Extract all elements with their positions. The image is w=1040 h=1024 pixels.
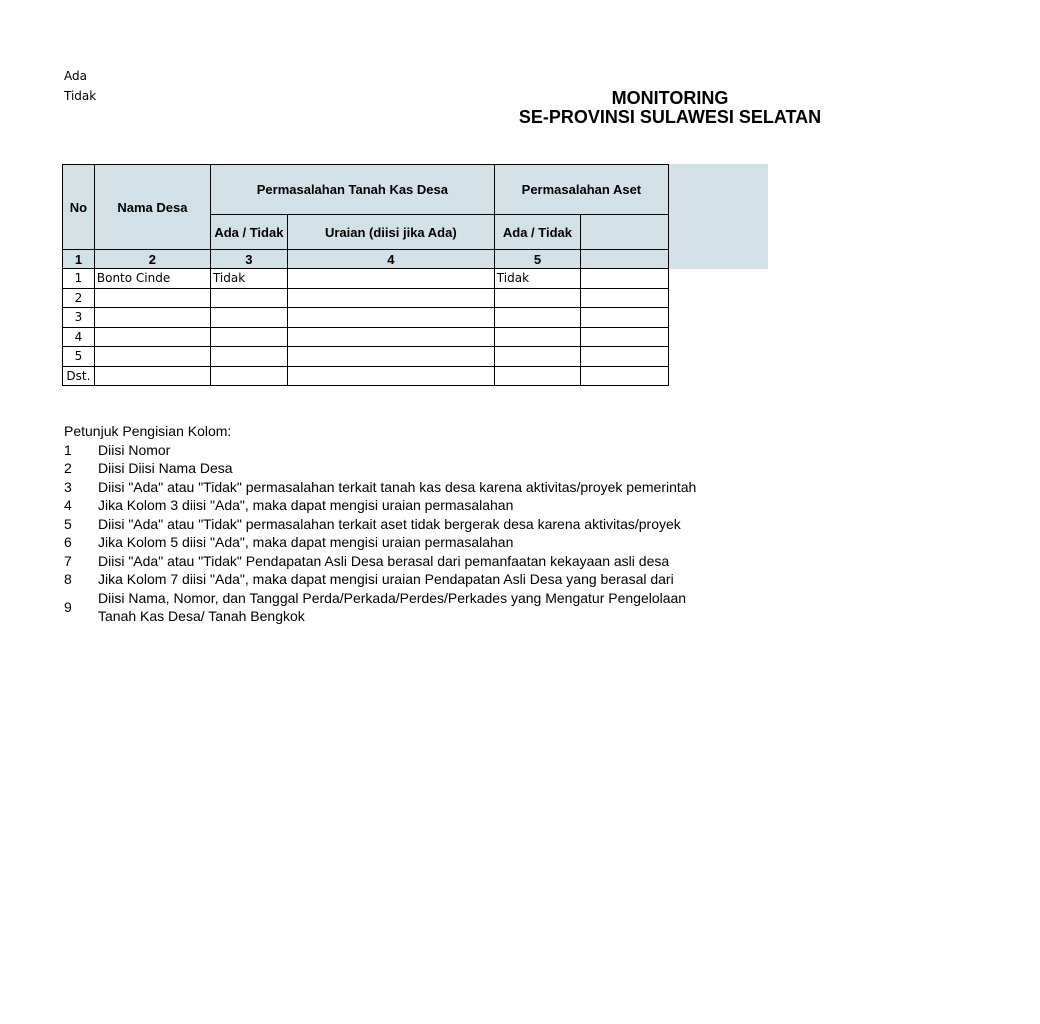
header-uraian-4: Uraian (diisi jika Ada): [287, 215, 494, 250]
header-ada-tidak-5: Ada / Tidak: [494, 215, 580, 250]
col-number-4: 4: [287, 250, 494, 269]
table-row: [63, 308, 669, 328]
list-item: [64, 533, 514, 552]
col-number-6: [581, 250, 669, 269]
list-item: [64, 589, 687, 627]
list-item: [64, 552, 670, 571]
row-no[interactable]: 4: [63, 327, 95, 347]
list-item: [64, 478, 697, 497]
row-uraian-6[interactable]: [581, 347, 669, 367]
row-nama-desa[interactable]: [94, 366, 210, 386]
instruction-number: 5: [64, 515, 72, 532]
instruction-number: 8: [64, 571, 72, 587]
instruction-number: 1: [64, 441, 72, 458]
instruction-text: Jika Kolom 7 diisi "Ada", maka dapat mengisi uraian Pendapatan Asli Desa yang berasal dari: [98, 571, 674, 587]
instructions: [64, 422, 697, 627]
instructions-heading: Petunjuk Pengisian Kolom:: [64, 423, 232, 439]
row-uraian-4[interactable]: [287, 308, 494, 328]
row-uraian-4[interactable]: [287, 269, 494, 289]
table-row: [63, 366, 669, 386]
header-fill-overflow: [669, 164, 768, 269]
instruction-text: Diisi "Ada" atau "Tidak" permasalahan terkait aset tidak bergerak desa karena aktivitas/proyek: [98, 515, 681, 532]
row-no[interactable]: Dst.: [63, 366, 95, 386]
page-title-line1: MONITORING: [611, 88, 729, 108]
list-item: [64, 496, 514, 515]
row-ada-tidak-5[interactable]: [494, 347, 580, 367]
row-ada-tidak-5[interactable]: [494, 366, 580, 386]
instruction-number: 9: [64, 598, 72, 615]
row-no[interactable]: 3: [63, 308, 95, 328]
row-ada-tidak-5[interactable]: [494, 308, 580, 328]
monitoring-table: [62, 164, 669, 386]
instruction-number: 7: [64, 552, 72, 569]
row-ada-tidak-5[interactable]: Tidak: [494, 269, 580, 289]
instruction-number: 4: [64, 497, 72, 513]
instruction-text: Diisi Nama, Nomor, dan Tanggal Perda/Perkada/Perdes/Perkades yang Mengatur Pengelolaan Tanah Kas Desa/ Tanah Bengkok: [98, 589, 687, 624]
instruction-text: Jika Kolom 5 diisi "Ada", maka dapat mengisi uraian permasalahan: [98, 534, 514, 550]
header-permasalahan-aset: Permasalahan Aset: [494, 165, 668, 215]
row-nama-desa[interactable]: [94, 327, 210, 347]
row-uraian-6[interactable]: [581, 366, 669, 386]
list-item: [64, 570, 674, 589]
page-title-line2: SE-PROVINSI SULAWESI SELATAN: [518, 107, 822, 127]
table-row: [63, 327, 669, 347]
row-ada-tidak-5[interactable]: [494, 288, 580, 308]
list-item: [64, 515, 681, 534]
row-nama-desa[interactable]: [94, 308, 210, 328]
row-uraian-4[interactable]: [287, 327, 494, 347]
row-no[interactable]: 2: [63, 288, 95, 308]
instruction-text: Jika Kolom 3 diisi "Ada", maka dapat mengisi uraian permasalahan: [98, 497, 514, 513]
row-ada-tidak-3[interactable]: [210, 327, 287, 347]
option-ada: Ada: [64, 69, 87, 83]
instruction-text: Diisi "Ada" atau "Tidak" Pendapatan Asli Desa berasal dari pemanfaatan kekayaan asli desa: [98, 552, 670, 569]
row-nama-desa[interactable]: [94, 347, 210, 367]
header-no: No: [63, 165, 95, 250]
row-ada-tidak-3[interactable]: [210, 288, 287, 308]
row-no[interactable]: 1: [63, 269, 95, 289]
instruction-number: 3: [64, 478, 72, 495]
col-number-2: 2: [94, 250, 210, 269]
row-ada-tidak-3[interactable]: [210, 347, 287, 367]
row-uraian-6[interactable]: [581, 288, 669, 308]
row-uraian-4[interactable]: [287, 288, 494, 308]
header-ada-tidak-3: Ada / Tidak: [210, 215, 287, 250]
row-ada-tidak-3[interactable]: Tidak: [210, 269, 287, 289]
header-uraian-6: [581, 215, 669, 250]
row-nama-desa[interactable]: Bonto Cinde: [94, 269, 210, 289]
table-row: [63, 269, 669, 289]
col-number-3: 3: [210, 250, 287, 269]
instruction-text: Diisi "Ada" atau "Tidak" permasalahan terkait tanah kas desa karena aktivitas/proyek pemerintah: [98, 478, 697, 495]
row-uraian-4[interactable]: [287, 347, 494, 367]
instruction-number: 6: [64, 534, 72, 550]
table-row: [63, 288, 669, 308]
row-uraian-6[interactable]: [581, 327, 669, 347]
row-no[interactable]: 5: [63, 347, 95, 367]
list-item: [64, 441, 231, 460]
header-nama-desa: Nama Desa: [94, 165, 210, 250]
instruction-text: Diisi Nomor: [98, 441, 171, 458]
row-uraian-6[interactable]: [581, 269, 669, 289]
instruction-number: 2: [64, 460, 72, 476]
instruction-text: Diisi Diisi Nama Desa: [98, 460, 233, 476]
header-tanah-kas-desa: Permasalahan Tanah Kas Desa: [210, 165, 494, 215]
row-nama-desa[interactable]: [94, 288, 210, 308]
row-uraian-4[interactable]: [287, 366, 494, 386]
table-row: [63, 347, 669, 367]
col-number-5: 5: [494, 250, 580, 269]
col-number-1: 1: [63, 250, 95, 269]
row-ada-tidak-3[interactable]: [210, 308, 287, 328]
row-ada-tidak-5[interactable]: [494, 327, 580, 347]
row-uraian-6[interactable]: [581, 308, 669, 328]
option-tidak: Tidak: [64, 89, 97, 103]
row-ada-tidak-3[interactable]: [210, 366, 287, 386]
list-item: [64, 459, 231, 478]
